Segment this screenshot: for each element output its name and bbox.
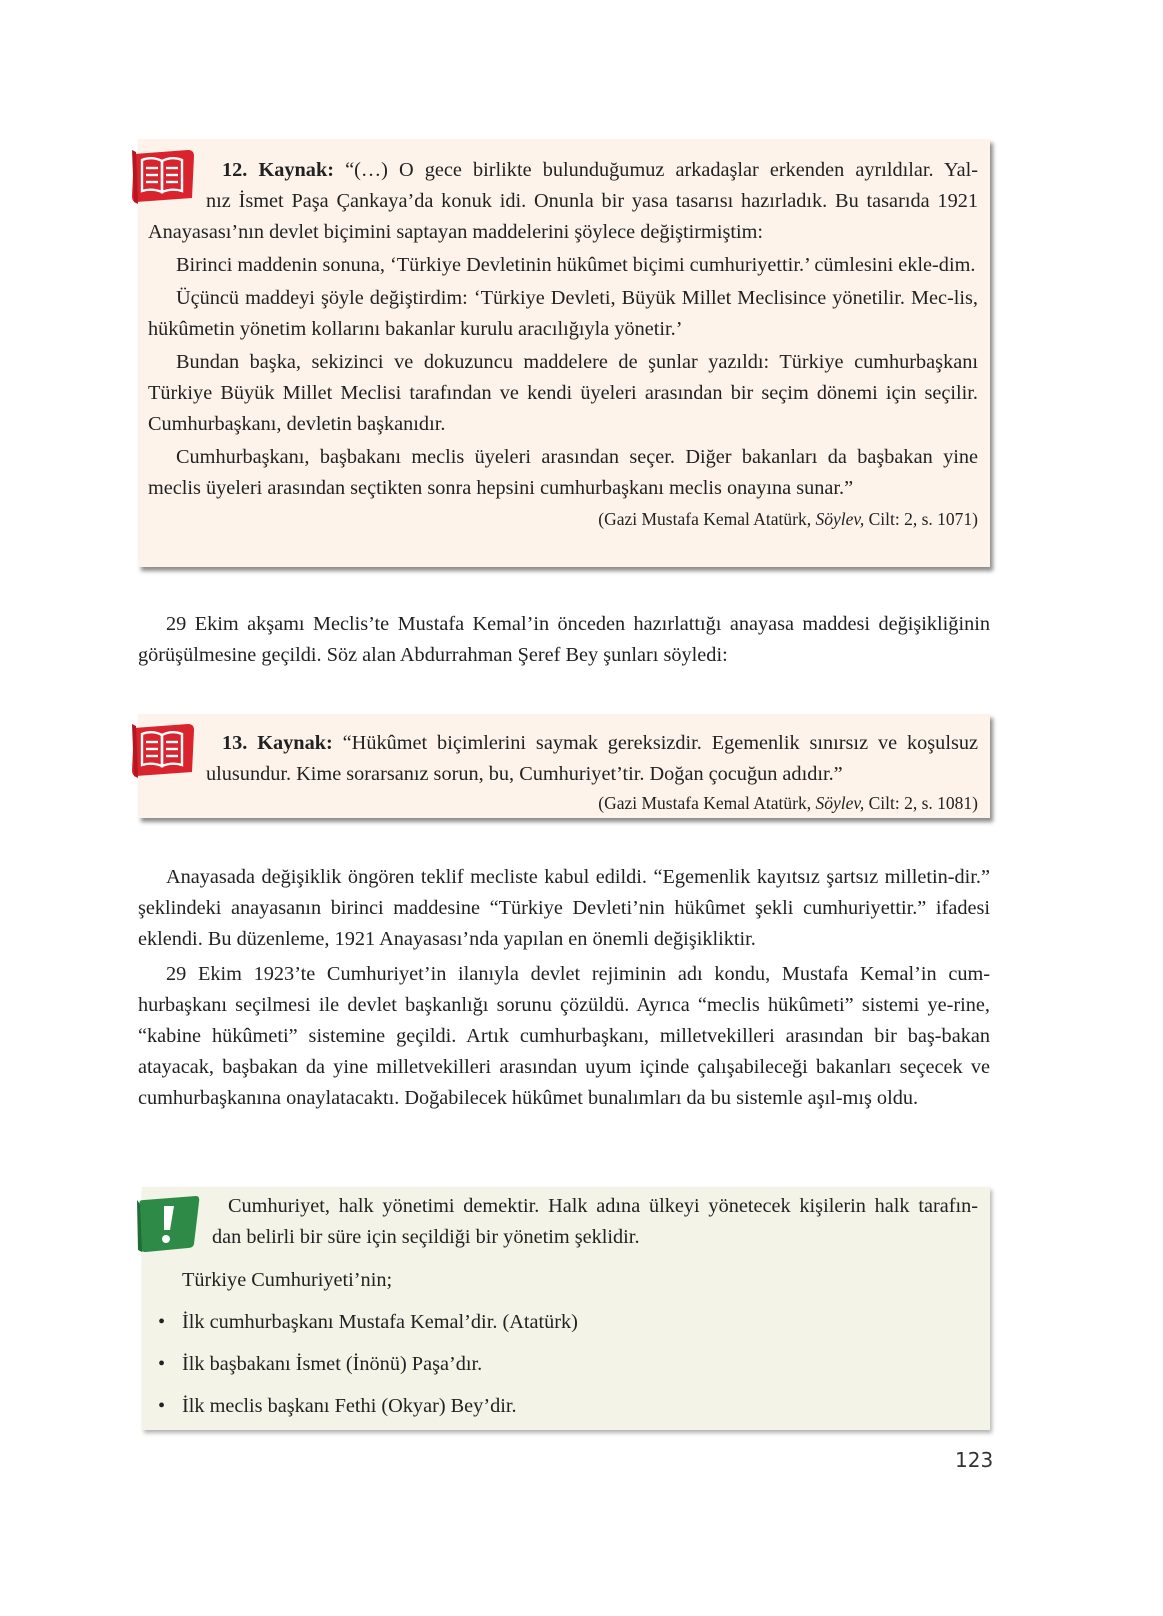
source-12-paragraph-2: Birinci maddenin sonuna, ‘Türkiye Devletinin hükûmet biçimi cumhuriyettir.’ cümlesini ekle-dim. <box>176 254 976 276</box>
note-line-1: Cumhuriyet, halk yönetimi demektir. Halk adına ülkeyi yönetecek kişilerin halk tarafın- <box>228 1195 978 1217</box>
source-13-label: 13. Kaynak: <box>222 732 333 754</box>
source-12-line-2: nız İsmet Paşa Çankaya’da konuk idi. Onunla bir yasa tasarısı hazırladık. Bu tasarıda 1921 <box>206 190 978 212</box>
source-12-paragraph-4: Bundan başka, sekizinci ve dokuzuncu maddelere de şunlar yazıldı: Türkiye cumhurbaşkanı Türkiye Büyük Millet Meclisi tarafından ve kendi üyeleri arasından bir seçim dönemi için seçilir. Cumhurbaşkanı, devletin başkanıdır. <box>148 351 978 435</box>
source-12-paragraph-3: Üçüncü maddeyi şöyle değiştirdim: ‘Türkiye Devleti, Büyük Millet Meclisince yönetilir. Mec-lis, hükûmetin yönetim kollarını bakanlar kurulu aracılığıyla yönetir.’ <box>148 287 978 340</box>
source-12-paragraph-5: Cumhurbaşkanı, başbakanı meclis üyeleri arasından seçer. Diğer bakanları da başbakan yine meclis üyeleri arasından seçtikten sonra hepsini cumhurbaşkanı meclis onayına sunar.” <box>148 446 978 499</box>
list-item: • İlk cumhurbaşkanı Mustafa Kemal’dir. (Atatürk) <box>158 1311 578 1333</box>
source-13-line-1: 13. Kaynak: “Hükûmet biçimlerini saymak gereksizdir. Egemenlik sınırsız ve koşulsuz <box>222 732 978 754</box>
list-item: • İlk meclis başkanı Fethi (Okyar) Bey’dir. <box>158 1395 517 1417</box>
body-paragraph-1: 29 Ekim akşamı Meclis’te Mustafa Kemal’in önceden hazırlattığı anayasa maddesi değişikliğinin görüşülmesine geçildi. Söz alan Abdurrahman Şeref Bey şunları söyledi: <box>138 613 990 666</box>
list-item: • İlk başbakanı İsmet (İnönü) Paşa’dır. <box>158 1353 483 1375</box>
source-13-line-2: ulusundur. Kime sorarsanız sorun, bu, Cumhuriyet’tir. Doğan çocuğun adıdır.” <box>206 763 843 785</box>
body-paragraph-3: 29 Ekim 1923’te Cumhuriyet’in ilanıyla devlet rejiminin adı kondu, Mustafa Kemal’in cum-hurbaşkanı seçilmesi ile devlet başkanlığı sorunu çözüldü. Ayrıca “meclis hükûmeti” sistemi ye-rine, “kabine hükûmeti” sistemine geçildi. Artık cumhurbaşkanı, milletvekilleri arasından bir baş-bakan atayacak, başbakan da yine milletvekilleri arasından uyum içinde çalışabileceği bakanları seçecek ve cumhurbaşkanına onaylatacaktı. Doğabilecek hükûmet bunalımları da bu sistemle aşıl-mış oldu. <box>138 963 990 1109</box>
source-12-line-3: Anayasası’nın devlet biçimini saptayan maddelerini şöylece değiştirmiştim: <box>148 221 764 243</box>
body-paragraph-2: Anayasada değişiklik öngören teklif mecliste kabul edildi. “Egemenlik kayıtsız şartsız milletin-dir.” şeklindeki anayasanın birinci maddesine “Türkiye Devleti’nin hükûmet şekli cumhuriyettir.” ifadesi eklendi. Bu düzenleme, 1921 Anayasası’nda yapılan en önemli değişikliktir. <box>138 866 990 950</box>
source-12-text <box>148 155 978 532</box>
body-paragraphs <box>138 862 990 1114</box>
source-13-citation: (Gazi Mustafa Kemal Atatürk, Söylev, Cilt: 2, s. 1081) <box>598 793 978 813</box>
source-12-label: 12. Kaynak: <box>222 159 334 181</box>
source-12-line-1: 12. Kaynak: “(…) O gece birlikte bulunduğumuz arkadaşlar erkenden ayrıldılar. Yal- <box>222 159 978 181</box>
book-icon <box>130 720 196 780</box>
source-13-text <box>206 728 978 816</box>
note-list <box>140 1265 980 1422</box>
note-intro: Türkiye Cumhuriyeti’nin; <box>182 1269 393 1291</box>
info-note-text <box>212 1191 978 1253</box>
note-line-2: dan belirli bir süre için seçildiği bir yönetim şeklidir. <box>212 1226 640 1248</box>
exclamation-icon <box>136 1194 202 1254</box>
source-12-citation: (Gazi Mustafa Kemal Atatürk, Söylev, Cilt: 2, s. 1071) <box>598 509 978 529</box>
page-number: 123 <box>955 1448 994 1472</box>
